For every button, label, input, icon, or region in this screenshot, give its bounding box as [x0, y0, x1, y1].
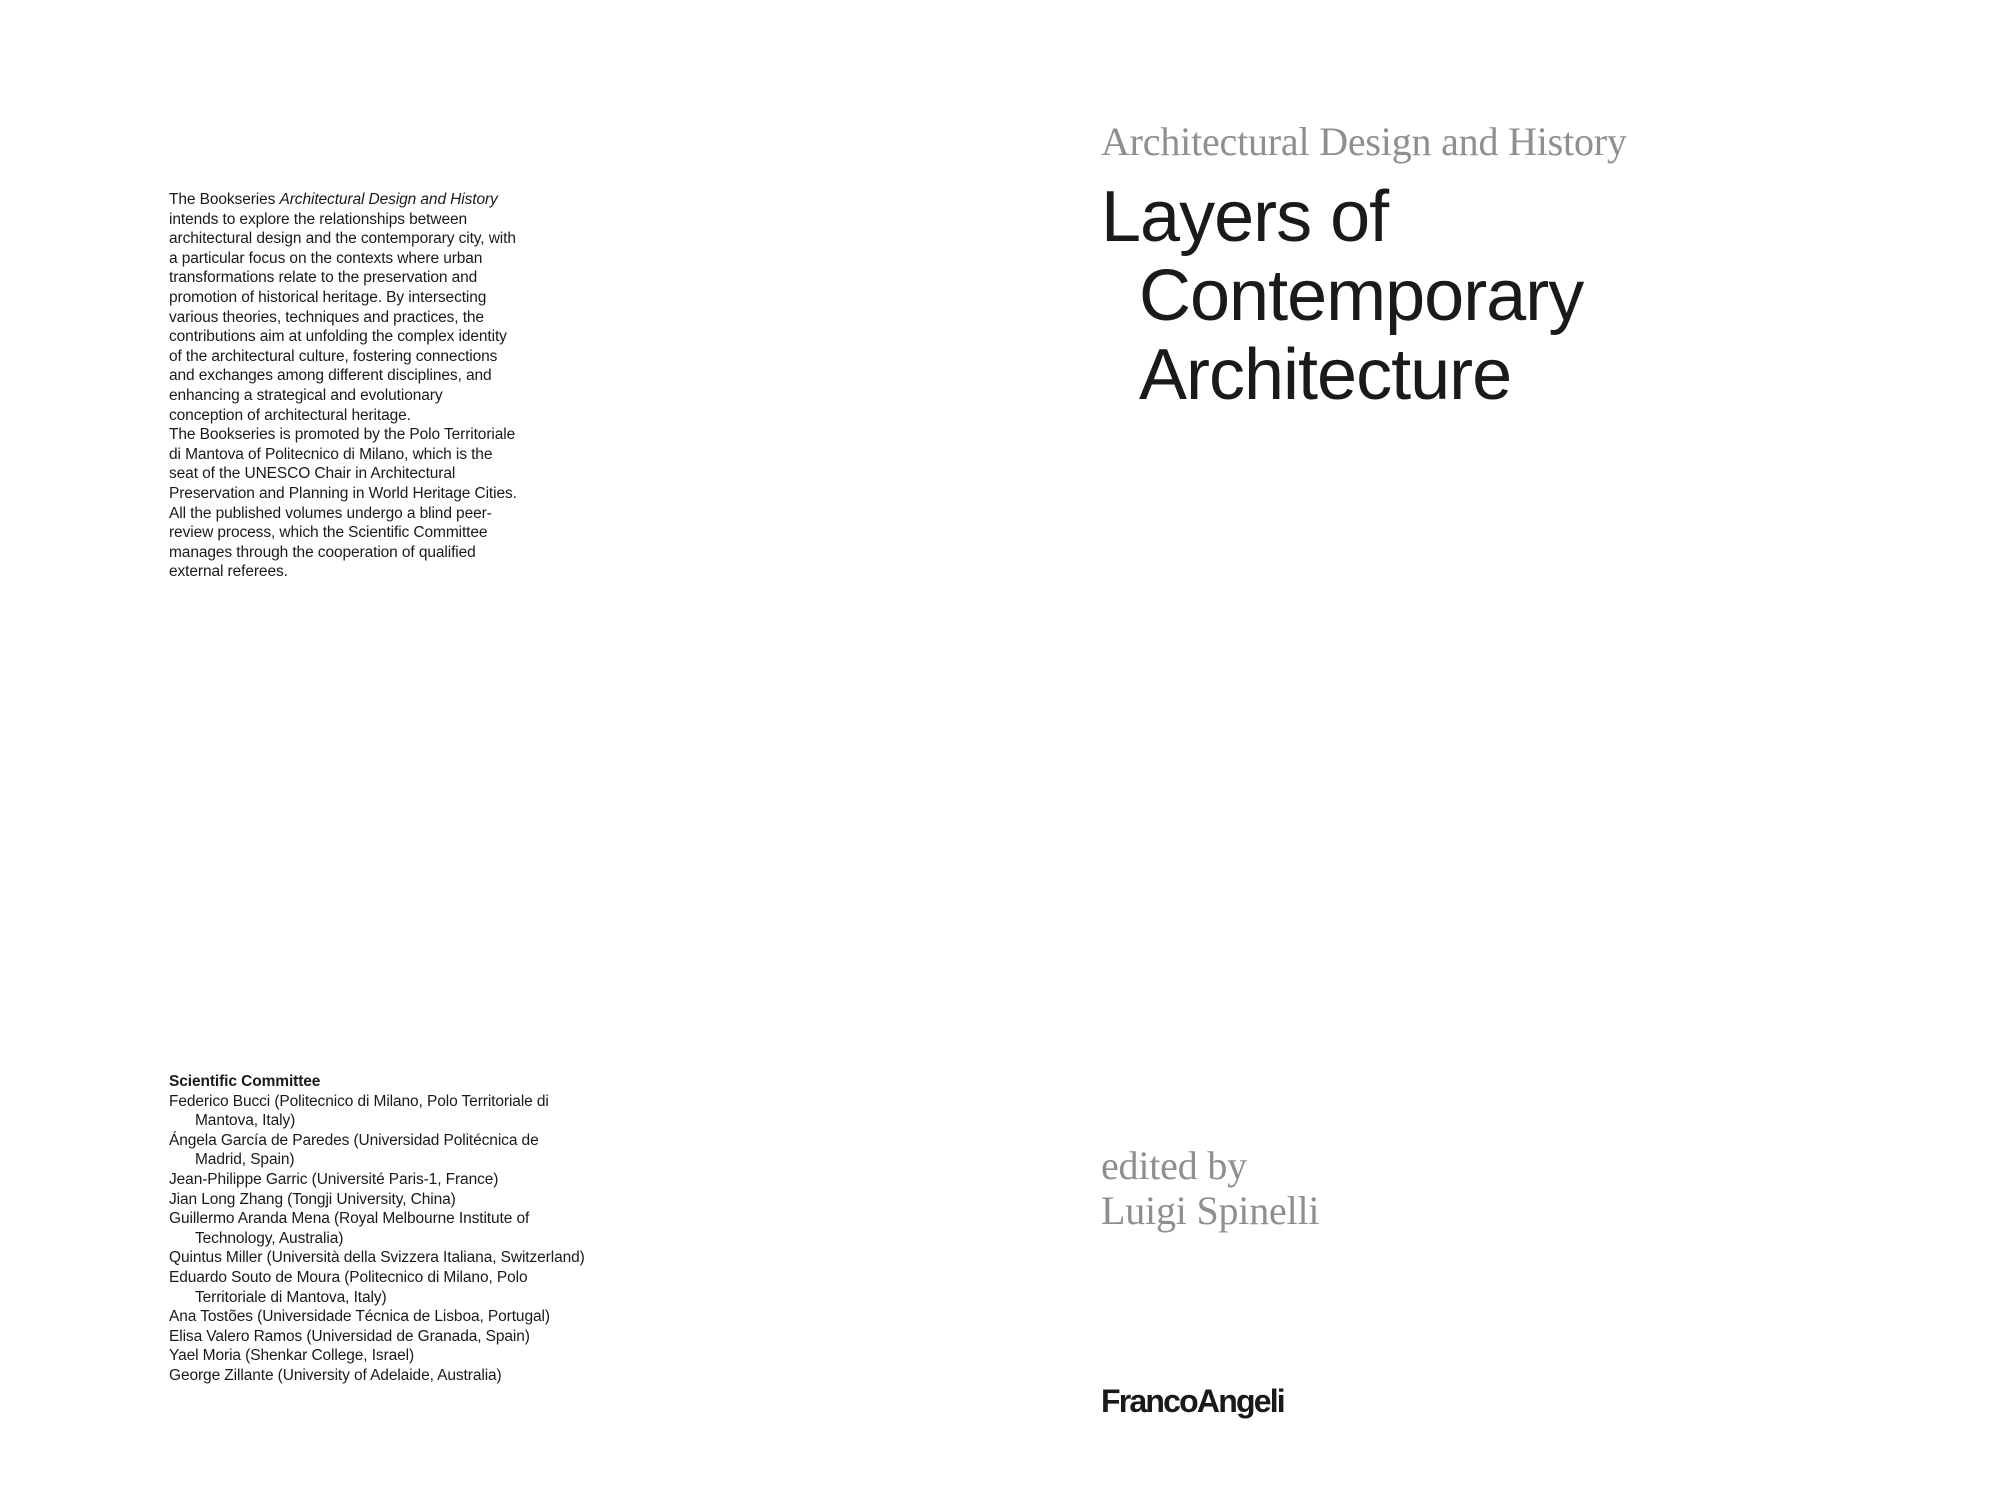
- committee-member: Yael Moria (Shenkar College, Israel): [169, 1347, 415, 1365]
- committee-member: Jian Long Zhang (Tongji University, China): [169, 1190, 456, 1208]
- title-line-1: Layers of: [1101, 177, 1389, 257]
- committee-list: [169, 1092, 589, 1386]
- committee-member: Quintus Miller (Università della Svizzera Italiana, Switzerland): [169, 1249, 585, 1267]
- committee-member: George Zillante (University of Adelaide, Australia): [169, 1366, 502, 1384]
- committee-member: Elisa Valero Ramos (Universidad de Granada, Spain): [169, 1327, 530, 1345]
- series-description: [169, 190, 519, 582]
- description-paragraph-1: The Bookseries Architectural Design and History intends to explore the relationships between architectural design and the contemporary city, with a particular focus on the contexts where urban transformations relate to the preservation and promotion of historical heritage. By intersecting various theories, techniques and practices, the contributions aim at unfolding the complex identity of the architectural culture, fostering connections and exchanges among different disciplines, and enhancing a strategical and evolutionary conception of architectural heritage.: [169, 191, 516, 424]
- book-title: [1101, 178, 1583, 415]
- description-paragraph-2: The Bookseries is promoted by the Polo Territoriale di Mantova of Politecnico di Milano, which is the seat of the UNESCO Chair in Architectural Preservation and Planning in World Heritage Cities.: [169, 426, 517, 502]
- description-paragraph-3: All the published volumes undergo a blind peer-review process, which the Scientific Committee manages through the cooperation of qualified external referees.: [169, 504, 492, 581]
- series-name-italic: Architectural Design and History: [279, 191, 498, 208]
- editor-credit: [1101, 1143, 1319, 1233]
- committee-member: Jean-Philippe Garric (Université Paris-1, France): [169, 1170, 499, 1188]
- committee-member: Ana Tostões (Universidade Técnica de Lisboa, Portugal): [169, 1308, 550, 1326]
- committee-member: Federico Bucci (Politecnico di Milano, Polo Territoriale di Mantova, Italy): [169, 1092, 549, 1130]
- committee-member: Ángela García de Paredes (Universidad Politécnica de Madrid, Spain): [169, 1131, 539, 1169]
- series-name-heading: Architectural Design and History: [1101, 119, 1627, 164]
- publisher-logo: FrancoAngeli: [1101, 1383, 1284, 1419]
- committee-member: Eduardo Souto de Moura (Politecnico di Milano, Polo Territoriale di Mantova, Italy): [169, 1268, 528, 1306]
- title-line-3: Architecture: [1139, 335, 1512, 415]
- right-page: [1000, 0, 2000, 1485]
- committee-title: Scientific Committee: [169, 1073, 321, 1090]
- title-line-2: Contemporary: [1139, 256, 1584, 336]
- editor-name: Luigi Spinelli: [1101, 1188, 1320, 1233]
- committee-member: Guillermo Aranda Mena (Royal Melbourne Institute of Technology, Australia): [169, 1210, 530, 1247]
- scientific-committee: [169, 1072, 589, 1386]
- edited-by-label: edited by: [1101, 1143, 1247, 1188]
